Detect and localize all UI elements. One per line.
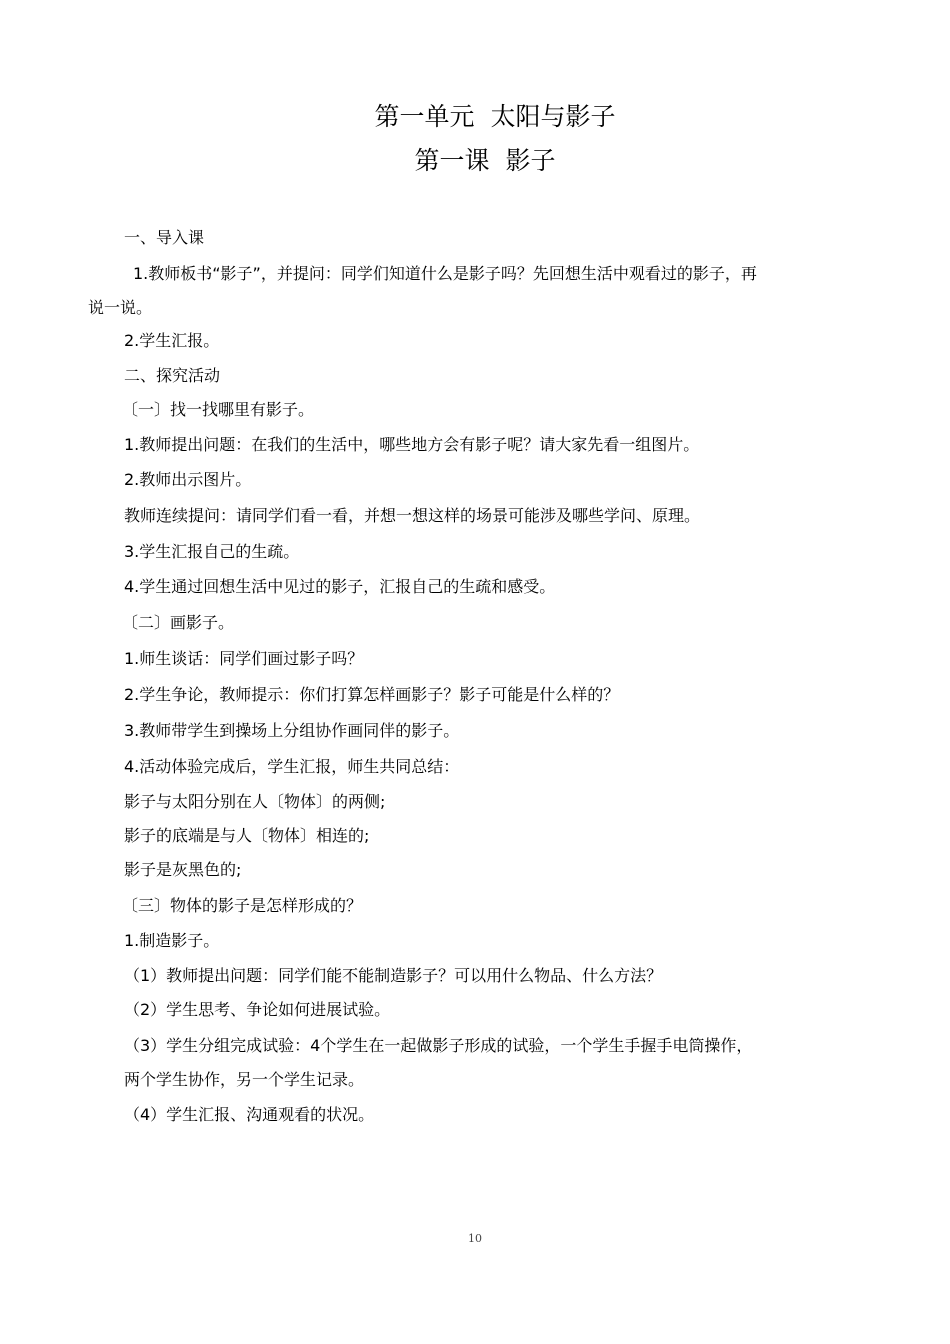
paragraph-line: 1.教师提出问题：在我们的生活中，哪些地方会有影子呢？请大家先看一组图片。 [124,435,700,454]
summary-line: 影子是灰黑色的; [124,860,242,879]
section-heading: 一、导入课 [124,228,205,247]
paragraph-line: 两个学生协作，另一个学生记录。 [124,1070,365,1089]
paragraph-line: 3.学生汇报自己的生疏。 [124,542,300,561]
page-number: 10 [468,1232,482,1245]
lesson-title: 第一课 影子 [414,146,556,175]
subsection-heading: 〔三〕物体的影子是怎样形成的？ [122,896,363,915]
paragraph-line: 4.活动体验完成后，学生汇报，师生共同总结： [124,757,460,776]
paragraph-line: 2.学生汇报。 [124,331,220,350]
paragraph-line: 2.学生争论，教师提示：你们打算怎样画影子？影子可能是什么样的？ [124,685,620,704]
paragraph-line: 说一说。 [88,298,153,317]
paragraph-line: 2.教师出示图片。 [124,470,252,489]
paragraph-line: 3.教师带学生到操场上分组协作画同伴的影子。 [124,721,460,740]
paragraph-line: （1）教师提出问题：同学们能不能制造影子？可以用什么物品、什么方法？ [124,966,663,985]
paragraph-line: 教师连续提问：请同学们看一看，并想一想这样的场景可能涉及哪些学问、原理。 [124,506,701,525]
paragraph-line: （4）学生汇报、沟通观看的状况。 [124,1105,375,1124]
subsection-heading: 〔二〕画影子。 [122,613,235,632]
summary-line: 影子与太阳分别在人〔物体〕的两侧; [124,792,386,811]
subsection-heading: 〔一〕找一找哪里有影子。 [122,400,315,419]
unit-title: 第一单元 太阳与影子 [374,102,616,131]
paragraph-line: 4.学生通过回想生活中见过的影子，汇报自己的生疏和感受。 [124,577,556,596]
paragraph-line: 1.师生谈话：同学们画过影子吗？ [124,649,364,668]
paragraph-line: （2）学生思考、争论如何进展试验。 [124,1000,391,1019]
section-heading: 二、探究活动 [124,366,221,385]
paragraph-line: 1.教师板书“影子”，并提问：同学们知道什么是影子吗？先回想生活中观看过的影子，再 [133,264,757,283]
paragraph-line: 1.制造影子。 [124,931,220,950]
summary-line: 影子的底端是与人〔物体〕相连的; [124,826,370,845]
paragraph-line: （3）学生分组完成试验：4个学生在一起做影子形成的试验，一个学生手握手电筒操作， [124,1036,753,1055]
